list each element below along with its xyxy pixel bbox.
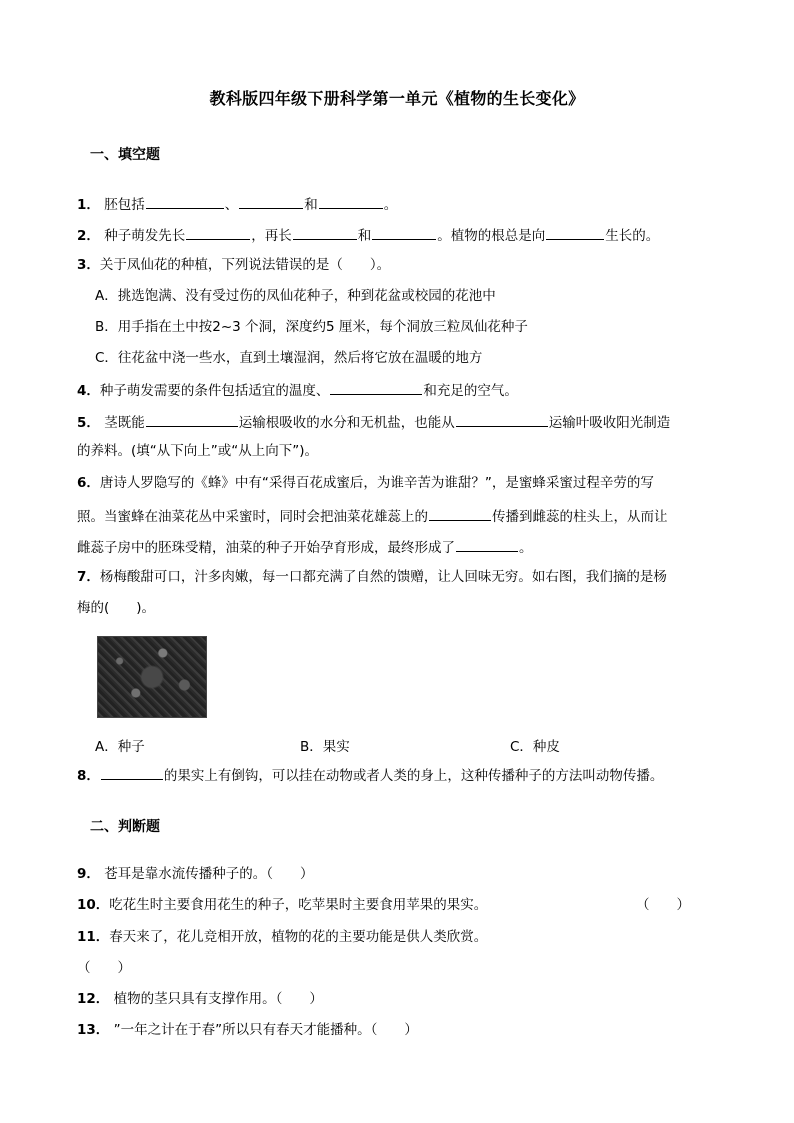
question-number: 7． <box>77 569 100 585</box>
section-heading-true-false: 二、判断题 <box>90 819 160 835</box>
question-5 <box>77 412 670 432</box>
question-number: 2． <box>77 228 100 244</box>
question-6-line-2 <box>77 506 668 526</box>
answer-blank[interactable] <box>429 506 491 521</box>
question-text: 吃花生时主要食用花生的种子，吃苹果时主要食用苹果的果实。 <box>109 897 488 913</box>
answer-blank[interactable] <box>239 194 303 209</box>
question-13 <box>77 1021 418 1039</box>
question-10 <box>77 896 487 914</box>
question-text: ，再长 <box>251 228 292 244</box>
question-text: 胚包括 <box>104 197 145 213</box>
option-c[interactable]: C．种皮 <box>510 739 560 755</box>
question-8 <box>77 765 663 785</box>
question-text: 照。当蜜蜂在油菜花丛中采蜜时，同时会把油菜花雄蕊上的 <box>77 509 428 525</box>
question-text: 唐诗人罗隐写的《蜂》中有“采得百花成蜜后，为谁辛苦为谁甜？”，是蜜蜂采蜜过程辛劳的写 <box>99 475 654 491</box>
question-text: 春天来了，花儿竞相开放，植物的花的主要功能是供人类欣赏。 <box>109 929 488 945</box>
question-text: 和 <box>304 197 318 213</box>
option-a[interactable]: A．种子 <box>95 739 145 755</box>
answer-blank[interactable] <box>372 225 436 240</box>
question-text: 杨梅酸甜可口，汁多肉嫩，每一口都充满了自然的馈赠，让人回味无穷。如右图，我们摘的是杨 <box>99 569 667 585</box>
option-b[interactable]: B．用手指在土中按2~3 个洞，深度约5 厘米，每个洞放三粒凤仙花种子 <box>95 319 528 335</box>
answer-blank[interactable] <box>146 194 224 209</box>
answer-blank[interactable] <box>146 412 238 427</box>
question-1 <box>77 194 397 214</box>
option-c[interactable]: C．往花盆中浇一些水，直到土壤湿润，然后将它放在温暖的地方 <box>95 350 483 366</box>
question-text: 和充足的空气。 <box>423 383 518 399</box>
section-heading-fill-blank: 一、填空题 <box>90 147 160 163</box>
question-text: 。 <box>383 197 398 213</box>
question-text: 运输叶吸收阳光制造 <box>548 415 671 431</box>
option-a[interactable]: A．挑选饱满、没有受过伤的凤仙花种子，种到花盆或校园的花池中 <box>95 288 496 304</box>
answer-blank[interactable] <box>456 412 548 427</box>
answer-blank[interactable] <box>186 225 250 240</box>
question-4 <box>77 380 518 400</box>
question-11 <box>77 928 487 946</box>
answer-blank[interactable] <box>293 225 357 240</box>
question-3 <box>77 256 390 274</box>
question-text: 种子萌发先长 <box>104 228 186 244</box>
answer-blank[interactable] <box>330 380 422 395</box>
question-6 <box>77 474 654 492</box>
question-text: 和 <box>357 228 372 244</box>
question-text: 生长的。 <box>605 228 660 244</box>
page-title: 教科版四年级下册科学第一单元《植物的生长变化》 <box>209 89 585 108</box>
question-text: 运输根吸收的水分和无机盐，也能从 <box>238 415 455 431</box>
question-number: 5． <box>77 415 100 431</box>
answer-blank[interactable] <box>456 537 518 552</box>
question-number: 4． <box>77 383 100 399</box>
question-text: 、 <box>224 197 239 213</box>
question-text: 。 <box>519 540 533 556</box>
question-text: 关于凤仙花的种植，下列说法错误的是（ ）。 <box>99 257 391 273</box>
question-number: 6． <box>77 475 100 491</box>
answer-blank[interactable] <box>546 225 604 240</box>
question-text: 。植物的根总是向 <box>437 228 546 244</box>
question-7-continued: 梅的( )。 <box>77 600 156 616</box>
question-number: 10． <box>77 897 110 913</box>
question-text: ”一年之计在于春”所以只有春天才能播种。（ ） <box>113 1022 418 1038</box>
question-text: 种子萌发需要的条件包括适宜的温度、 <box>99 383 330 399</box>
question-number: 12． <box>77 991 110 1007</box>
question-text: 植物的茎只具有支撑作用。（ ） <box>113 991 323 1007</box>
question-number: 3． <box>77 257 100 273</box>
question-6-line-3 <box>77 537 533 557</box>
question-number: 1． <box>77 197 100 213</box>
option-b[interactable]: B．果实 <box>300 739 350 755</box>
question-text: 传播到雌蕊的柱头上，从而让 <box>492 509 668 525</box>
bayberry-photo <box>97 636 207 718</box>
answer-parentheses[interactable]: （ ） <box>77 960 131 976</box>
question-12 <box>77 990 323 1008</box>
question-number: 9． <box>77 866 100 882</box>
question-text: 雌蕊子房中的胚珠受精，油菜的种子开始孕育形成，最终形成了 <box>77 540 455 556</box>
question-9 <box>77 865 313 883</box>
answer-parentheses[interactable]: （ ） <box>636 897 690 913</box>
question-number: 13． <box>77 1022 110 1038</box>
question-7 <box>77 568 667 586</box>
answer-blank[interactable] <box>101 765 163 780</box>
question-text: 苍耳是靠水流传播种子的。（ ） <box>104 866 314 882</box>
question-number: 8． <box>77 768 100 784</box>
question-number: 11． <box>77 929 110 945</box>
question-2 <box>77 225 659 245</box>
answer-blank[interactable] <box>319 194 383 209</box>
question-text: 的果实上有倒钩，可以挂在动物或者人类的身上，这种传播种子的方法叫动物传播。 <box>163 768 664 784</box>
question-5-continued: 的养料。(填“从下向上”或“从上向下”)。 <box>77 443 319 459</box>
question-text: 茎既能 <box>104 415 145 431</box>
